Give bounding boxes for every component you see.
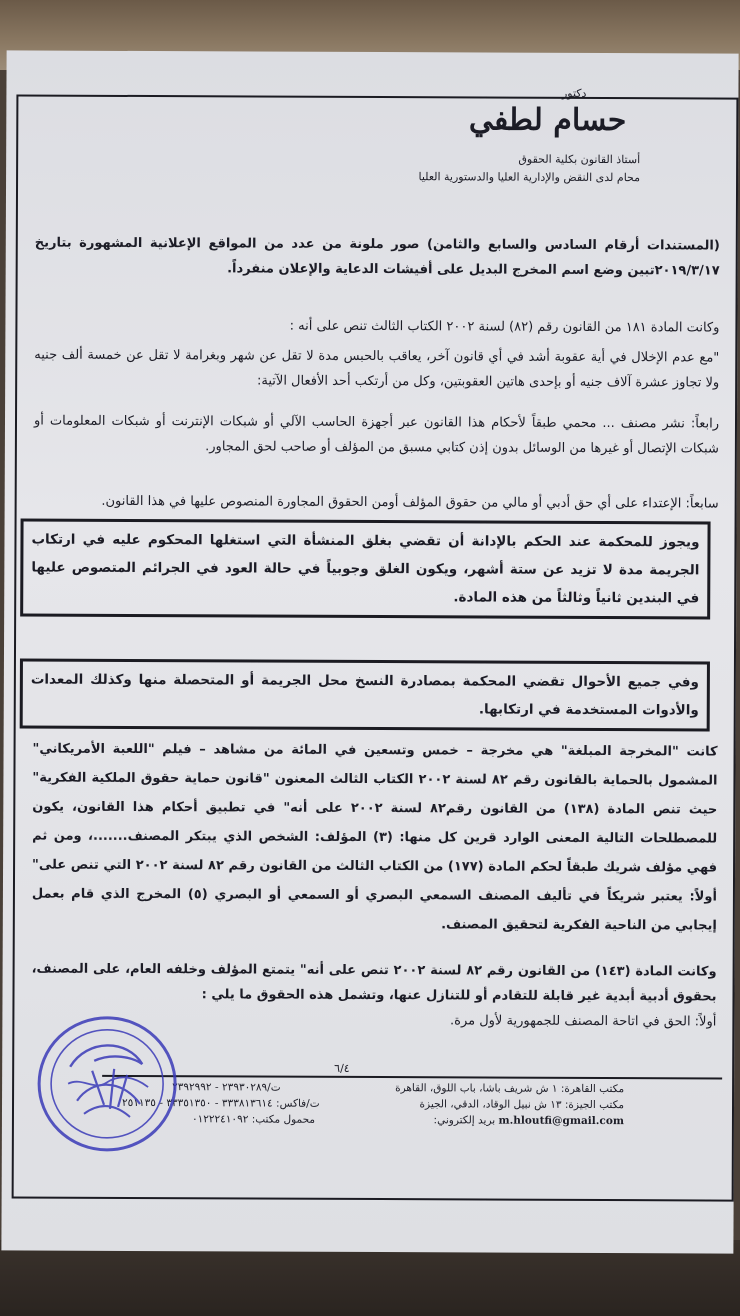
boxed-clause-confiscation — [20, 658, 710, 731]
paragraph-fourth: رابعاً: نشر مصنف ... محمي طبقاً لأحكام هذا القانون عبر أجهزة الحاسب الآلي أو شبكات الإنترنت أو شبكات المعلومات أو شبكات الإتصال أو غيرها من الوسائل بدون إذن كتابي مسبق من المؤلف أو صاحب لحق المجاور. — [33, 413, 720, 457]
author-position: أستاذ القانون بكلية الحقوق — [518, 152, 641, 167]
paragraph-first-right: أولاً: الحق في اتاحة المصنف للجمهورية لأول مرة. — [449, 1013, 717, 1030]
paragraph-director: كانت "المخرجة المبلغة" هي مخرجة – خمس وتسعين في المائة من مشاهد – فيلم "اللعبة الأمريكاني" المشمول بالحماية بالقانون رقم ٨٢ لسنة ٢٠٠٢ الكتاب الثالث المعنون "قانون حماية حقوق الملكية الفكرية" حيث تنص المادة (١٣٨) من القانون رقم٨٢ لسنة ٢٠٠٢ على أنه" في تطبيق أحكام هذا القانون، يكون للمصطلحات التالية المعنى الوارد قرين كل منها: (٣) المؤلف: الشخص الذي يبتكر المصنف.......، ومن ثم فهي مؤلف شريك طبقاً لحكم المادة (١٧٧) من الكتاب الثالث من القانون رقم ٨٢ لسنة ٢٠٠٢ التي تنص على" أولاً: يعتبر شريكاً في تأليف المصنف السمعي البصري أو السمعي أو البصري (٥) المخرج الذي قام بعمل إيجابي من الناحية الفكرية لتحقيق المصنف. — [31, 741, 718, 934]
author-name: حسام لطفي — [468, 102, 627, 139]
paragraph-documents: (المستندات أرقام السادس والسابع والثامن) صور ملونة من عدد من المواقع الإعلانية المشهورة بتاريخ ٢٠١٩/٣/١٧تبين وضع اسم المخرج البديل على أفيشات الدعاية والإعلان منفرداً. — [34, 235, 720, 279]
paragraph-article-143: وكانت المادة (١٤٣) من القانون رقم ٨٢ لسنة ٢٠٠٢ تنص على أنه" يتمتع المؤلف وخلفه العام، على المصنف، بحقوق أدبية أبدية غير قابلة للتقادم أو للتنازل عنها، وتشمل هذه الحقوق ما يلي : — [31, 961, 717, 1005]
footer-giza-office: مكتب الجيزة: ١٣ ش نبيل الوقاد، الدقي، الجيزة — [419, 1098, 625, 1112]
boxed-clause-confiscation-text: وفي جميع الأحوال تقضي المحكمة بمصادرة النسخ محل الجريمة أو المتحصلة منها وكذلك المعدات والأدوات المستخدمة في ارتكابها. — [30, 671, 699, 719]
title-label: دكتور — [561, 86, 587, 100]
author-credentials: محام لدى النقض والإدارية العليا والدستورية العليا — [418, 170, 641, 185]
paragraph-seventh: سابعاً: الإعتداء على أي حق أدبي أو مالي من حقوق المؤلف أومن الحقوق المجاورة المنصوص عليها في هذا القانون. — [101, 493, 719, 512]
document-page — [1, 50, 738, 1253]
official-stamp — [32, 1009, 183, 1160]
footer-fax: ت/فاكس: ٣٣٣٨١٣٦١٤ - ٣٣٣٥١٣٥٠ - ٢٥١١٣٥ — [122, 1096, 320, 1110]
paragraph-penalty: "مع عدم الإخلال في أية عقوبة أشد في أي قانون آخر، يعاقب بالحبس مدة لا تقل عن شهر وبغرامة لا تقل عن خمسة ألف جنيه ولا تجاوز عشرة آلاف جنيه أو بإحدى هاتين العقوبتين، وكل من أرتكب أحد الأفعال الآتية: — [34, 347, 720, 391]
boxed-clause-closure-text: ويجوز للمحكمة عند الحكم بالإدانة أن تقضي بغلق المنشأة التي استغلها المحكوم عليه في ارتكاب الجريمة مدة لا تزيد عن ستة أشهر، ويكون الغلق وجوبياً في حالة العود في الجرائم المتصوص عليها في البندين ثانياً وثالثاً من هذه المادة. — [31, 531, 700, 607]
footer-email-row — [434, 1114, 624, 1127]
footer-phone: ت/٢٣٩٣٠٢٨٩ - ٢٣٩٢٩٩٢ — [172, 1081, 281, 1094]
page-number: ٦/٤ — [334, 1061, 350, 1075]
footer-email-label: بريد إلكتروني: — [433, 1114, 496, 1127]
footer-cairo-office: مكتب القاهرة: ١ ش شريف باشا، باب اللوق، القاهرة — [395, 1082, 625, 1096]
footer-email[interactable]: m.hloutfi@gmail.com — [498, 1114, 624, 1128]
footer-mobile: محمول مكتب: ٠١٢٢٢٤١٠٩٢ — [191, 1113, 316, 1126]
boxed-clause-closure — [20, 518, 710, 619]
paragraph-article-181: وكانت المادة ١٨١ من القانون رقم (٨٢) لسنة ٢٠٠٢ الكتاب الثالث تنص على أنه : — [289, 318, 720, 336]
